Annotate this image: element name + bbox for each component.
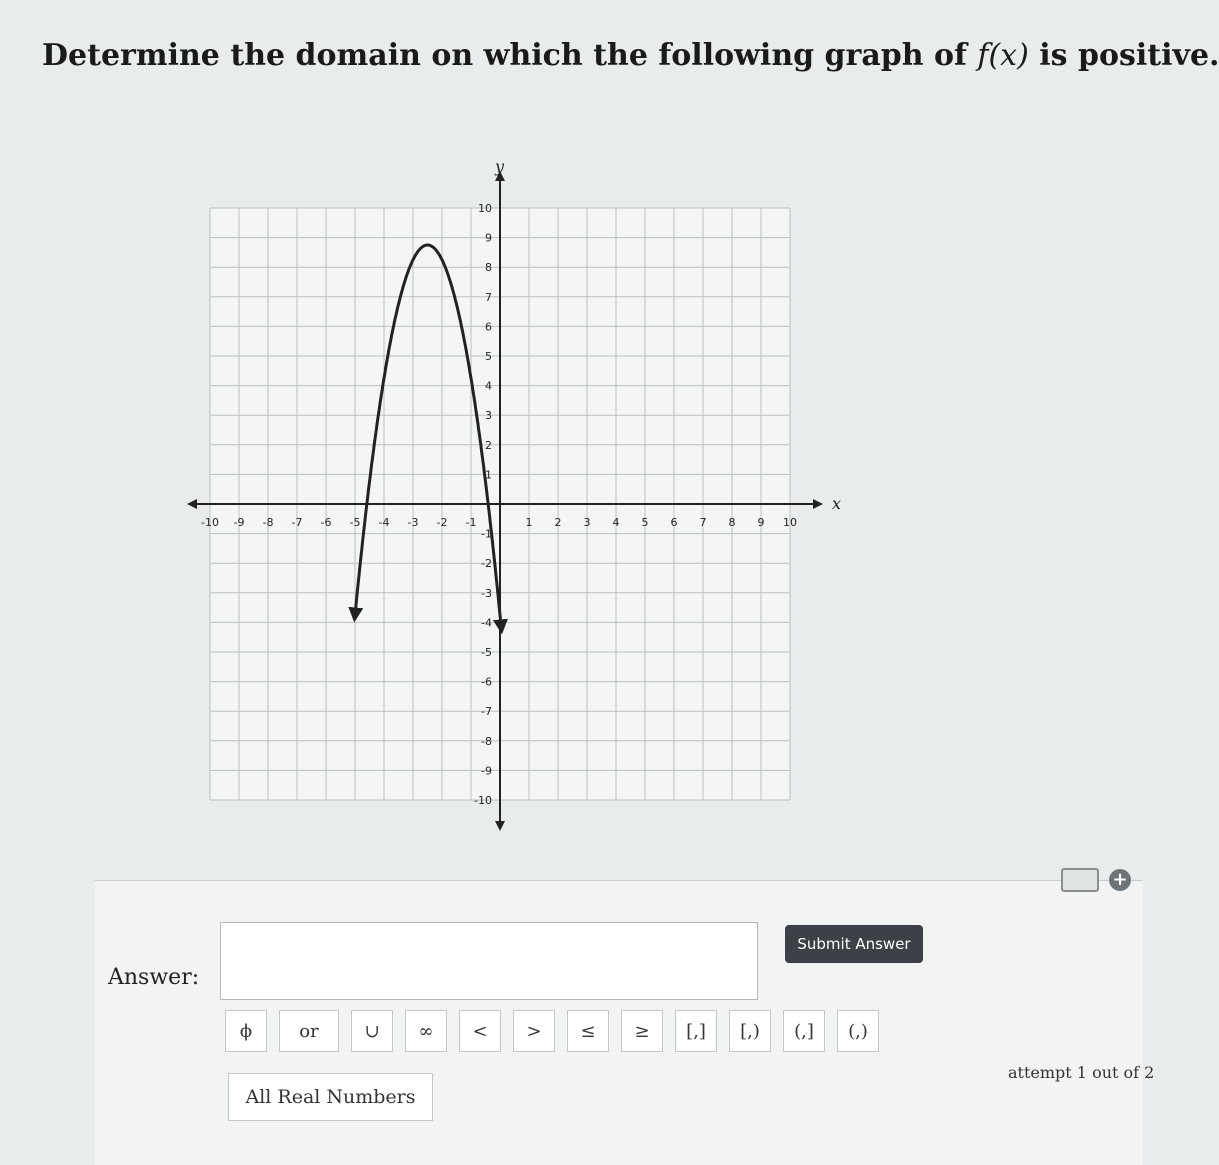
graph-svg (170, 150, 870, 840)
x-tick-label: -10 (201, 516, 219, 529)
x-tick-label: 10 (783, 516, 797, 529)
closed-open-interval-button[interactable]: [,) (729, 1010, 771, 1052)
x-tick-label: 1 (525, 516, 533, 529)
x-tick-label: 9 (757, 516, 765, 529)
less-equal-button[interactable]: ≤ (567, 1010, 609, 1052)
y-tick-label: -6 (481, 675, 492, 689)
y-tick-label: -3 (481, 586, 492, 600)
open-closed-interval-button[interactable]: (,] (783, 1010, 825, 1052)
y-tick-label: 3 (485, 409, 492, 423)
x-tick-label: -2 (436, 516, 448, 529)
y-tick-label: -2 (481, 557, 492, 571)
submit-answer-button[interactable]: Submit Answer (785, 925, 923, 963)
y-tick-label: 1 (485, 468, 492, 482)
infinity-button[interactable]: ∞ (405, 1010, 447, 1052)
y-tick-label: 2 (485, 438, 492, 452)
greater-equal-button[interactable]: ≥ (621, 1010, 663, 1052)
question-text (42, 38, 1219, 73)
x-tick-label: 4 (612, 516, 620, 529)
less-than-button[interactable]: < (459, 1010, 501, 1052)
closed-interval-button[interactable]: [,] (675, 1010, 717, 1052)
y-tick-label: 5 (485, 350, 492, 363)
y-axis-label: y (495, 157, 505, 176)
x-tick-label: -6 (320, 516, 332, 529)
y-tick-label: 10 (478, 202, 492, 215)
x-tick-label: 7 (699, 516, 707, 529)
y-tick-label: 6 (485, 320, 492, 334)
y-tick-label: 4 (485, 379, 492, 393)
or-button[interactable]: or (279, 1010, 339, 1052)
y-tick-label: -9 (481, 764, 492, 778)
keyboard-icon[interactable] (1061, 868, 1099, 892)
x-tick-label: -3 (407, 516, 419, 529)
y-tick-label: 9 (485, 231, 492, 245)
answer-label: Answer: (108, 965, 200, 990)
x-tick-label: -7 (291, 516, 303, 529)
graph (170, 150, 870, 840)
y-tick-label: 7 (485, 290, 492, 304)
question-prefix: Determine the domain on which the following graph of (42, 38, 978, 73)
symbol-palette (225, 1010, 879, 1052)
greater-than-button[interactable]: > (513, 1010, 555, 1052)
x-tick-label: 6 (670, 516, 678, 529)
x-tick-label: -8 (262, 516, 274, 529)
y-tick-label: -10 (474, 794, 492, 807)
y-tick-label: -7 (481, 705, 492, 719)
x-tick-label: 5 (641, 516, 649, 529)
x-tick-label: 2 (554, 516, 562, 529)
x-tick-label: 8 (728, 516, 736, 529)
y-tick-label: 8 (485, 261, 492, 275)
x-tick-label: -5 (349, 516, 361, 529)
attempt-counter: attempt 1 out of 2 (1008, 1063, 1155, 1082)
y-tick-label: -5 (481, 646, 492, 659)
x-tick-label: -9 (233, 516, 245, 529)
y-tick-label: -8 (481, 734, 492, 748)
answer-input[interactable] (220, 922, 758, 1000)
y-tick-label: -1 (481, 527, 492, 541)
y-tick-label: -4 (481, 616, 492, 630)
function-name: f(x) (977, 38, 1029, 73)
union-button[interactable]: ∪ (351, 1010, 393, 1052)
plus-circle-icon[interactable]: + (1109, 869, 1131, 891)
all-real-numbers-button[interactable]: All Real Numbers (228, 1073, 433, 1121)
open-interval-button[interactable]: (,) (837, 1010, 879, 1052)
x-tick-label: -4 (378, 516, 390, 529)
question-suffix: is positive. (1028, 38, 1219, 73)
x-tick-label: -1 (465, 516, 477, 529)
x-tick-label: 3 (583, 516, 591, 529)
empty-set-button[interactable]: ϕ (225, 1010, 267, 1052)
x-axis-label: x (832, 494, 842, 513)
answer-tools (1061, 868, 1131, 892)
